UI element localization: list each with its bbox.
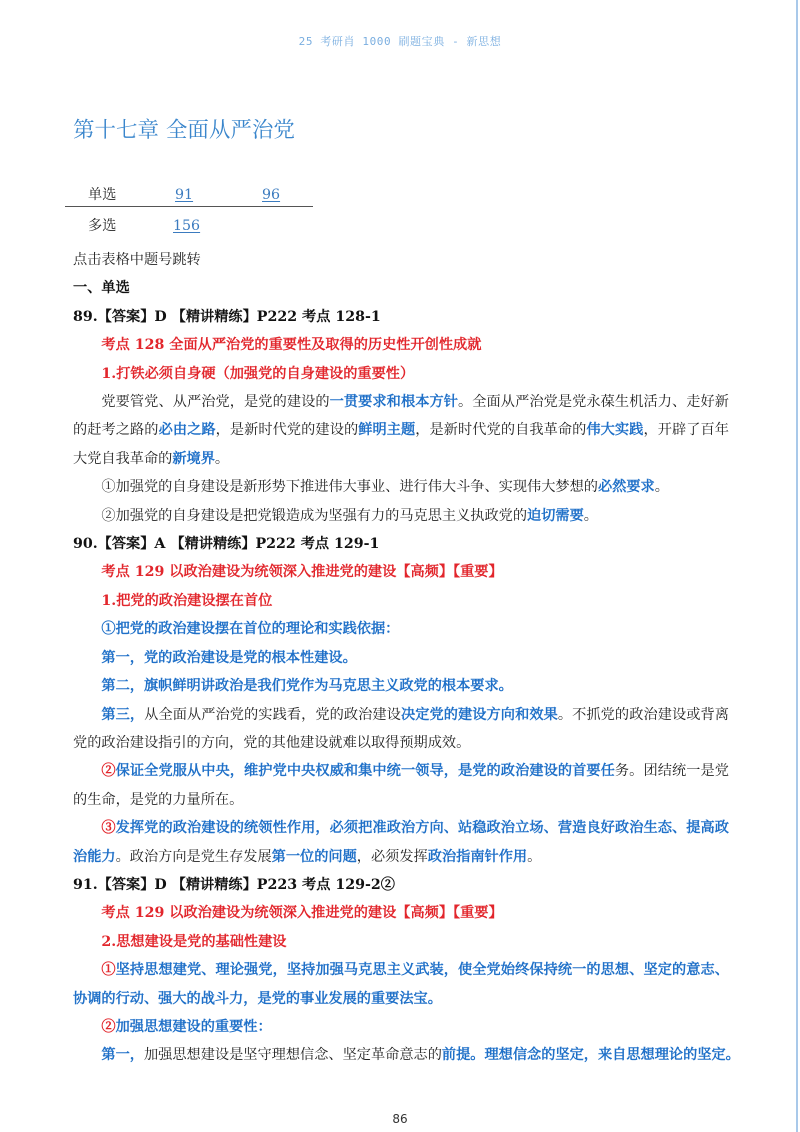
emphasis-run: 迫切需要	[527, 507, 584, 524]
text-run: 。	[583, 507, 598, 524]
section-heading: 一、单选	[73, 280, 130, 297]
emphasis-run: 新境界	[172, 450, 215, 467]
explanation-point	[73, 1013, 729, 1041]
emphasis-run: 伟大实践	[586, 422, 644, 439]
answer-line-89: 89.【答案】D 【精讲精练】P222 考点 128-1	[73, 308, 381, 325]
question-jump-table	[65, 183, 313, 239]
point-marker: ②	[101, 763, 116, 780]
answer-body	[73, 246, 740, 1070]
emphasis-run: 第一位的问题	[271, 848, 357, 865]
text-run: 。	[527, 848, 542, 865]
text-run: ，是新时代党的建设的	[215, 422, 359, 439]
text-run: 。	[654, 479, 669, 496]
explanation-point	[73, 757, 729, 814]
text-run: ，是新时代党的自我革命的	[415, 422, 587, 439]
emphasis-run: 必然要求	[597, 479, 655, 496]
explanation-point	[73, 956, 729, 1013]
basis-heading: ①把党的政治建设摆在首位的理论和实践依据：	[101, 621, 400, 638]
chapter-title: 第十七章 全面从严治党	[73, 118, 295, 143]
emphasis-run: 前提。理想信念的坚定，来自思想理论的坚定。	[441, 1047, 740, 1064]
answer-line-90: 90.【答案】A 【精讲精练】P222 考点 129-1	[73, 536, 380, 553]
emphasis-run: 坚持思想建党、理论强党，坚持加强马克思主义武装，使全党始终保持统一的思想、坚定的意志、协调的行动、强大的战斗力，是党的事业发展的重要法宝。	[73, 962, 729, 1007]
point-marker: ①	[101, 962, 116, 979]
point-marker: ③	[101, 820, 116, 837]
key-point-heading: 考点 128 全面从严治党的重要性及取得的历史性开创性成就	[101, 337, 482, 354]
jump-hint: 点击表格中题号跳转	[73, 252, 201, 268]
explanation-point	[73, 502, 729, 530]
basis-third	[73, 701, 729, 758]
sub-heading: 1.把党的政治建设摆在首位	[101, 592, 273, 609]
text-run: 从全面从严治党的实践看，党的政治建设	[144, 706, 401, 723]
emphasis-run: 第一，	[101, 1047, 144, 1064]
text-run: 。政治方向是党生存发展	[115, 848, 272, 865]
answer-line-91: 91.【答案】D 【精讲精练】P223 考点 129-2②	[73, 876, 395, 893]
point-marker: ②	[101, 1018, 116, 1035]
explanation-point	[73, 473, 729, 501]
emphasis-run: 发挥党的政治建设的统领性作用，必须把准政治方向、站稳政治立场、营造良好政治生态、提高政治能力	[73, 820, 729, 865]
text-run: ，开辟了百年大党自我革命的	[73, 422, 729, 467]
text-run: 加强思想建设是坚守理想信念、坚定革命意志的	[143, 1047, 442, 1064]
text-run: 。	[214, 450, 230, 467]
key-point-heading: 考点 129 以政治建设为统领深入推进党的建设【高频】【重要】	[101, 905, 503, 922]
sub-heading: 2.思想建设是党的基础性建设	[101, 933, 287, 950]
emphasis-run: 政治指南针作用	[427, 848, 528, 865]
emphasis-run: 鲜明主题	[358, 422, 416, 439]
jump-row-single-choice	[65, 183, 313, 207]
emphasis-run: 决定党的建设方向和效果	[400, 706, 558, 723]
explanation-paragraph	[73, 388, 729, 473]
page-edge-rule	[796, 0, 798, 1132]
question-link-91[interactable]: 91	[175, 187, 194, 203]
emphasis-run: 第三，	[101, 706, 145, 723]
emphasis-run: 加强思想建设的重要性：	[115, 1018, 272, 1035]
question-link-96[interactable]: 96	[262, 187, 281, 203]
text-run: ②加强党的自身建设是把党锻造成为坚强有力的马克思主义执政党的	[101, 507, 528, 524]
explanation-point	[73, 814, 729, 871]
basis-first: 第一，党的政治建设是党的根本性建设。	[101, 649, 357, 666]
sub-heading: 1.打铁必须自身硬（加强党的自身建设的重要性）	[101, 365, 415, 382]
emphasis-run: 保证全党服从中央，维护党中央权威和集中统一领导，是党的政治建设的首要任	[115, 763, 615, 780]
basis-second: 第二，旗帜鲜明讲政治是我们党作为马克思主义政党的根本要求。	[101, 678, 513, 695]
running-header: 25 考研肖 1000 刷题宝典 - 新思想	[298, 35, 502, 48]
text-run: 务。团结统一是党的生命，是党的力量所在。	[73, 763, 729, 808]
jump-row-label: 单选	[88, 187, 117, 203]
text-run: ，必须发挥	[356, 848, 428, 865]
jump-row-multiple-choice	[65, 214, 313, 238]
emphasis-run: 一贯要求和根本方针	[329, 394, 459, 411]
page-number: 86	[392, 1112, 408, 1126]
text-run: ①加强党的自身建设是新形势下推进伟大事业、进行伟大斗争、实现伟大梦想的	[101, 479, 598, 496]
text-run: 。全面从严治党是党永葆生机活力、走好新的赶考之路的	[73, 394, 729, 439]
text-run: 。不抓党的政治建设或背离党的政治建设指引的方向，党的其他建设就难以取得预期成效。	[73, 706, 729, 751]
text-run: 党要管党、从严治党，是党的建设的	[101, 394, 330, 411]
emphasis-run: 必由之路	[158, 422, 216, 439]
explanation-first	[73, 1041, 740, 1069]
key-point-heading: 考点 129 以政治建设为统领深入推进党的建设【高频】【重要】	[101, 564, 503, 581]
question-link-156[interactable]: 156	[173, 218, 201, 234]
jump-row-label: 多选	[88, 218, 117, 234]
